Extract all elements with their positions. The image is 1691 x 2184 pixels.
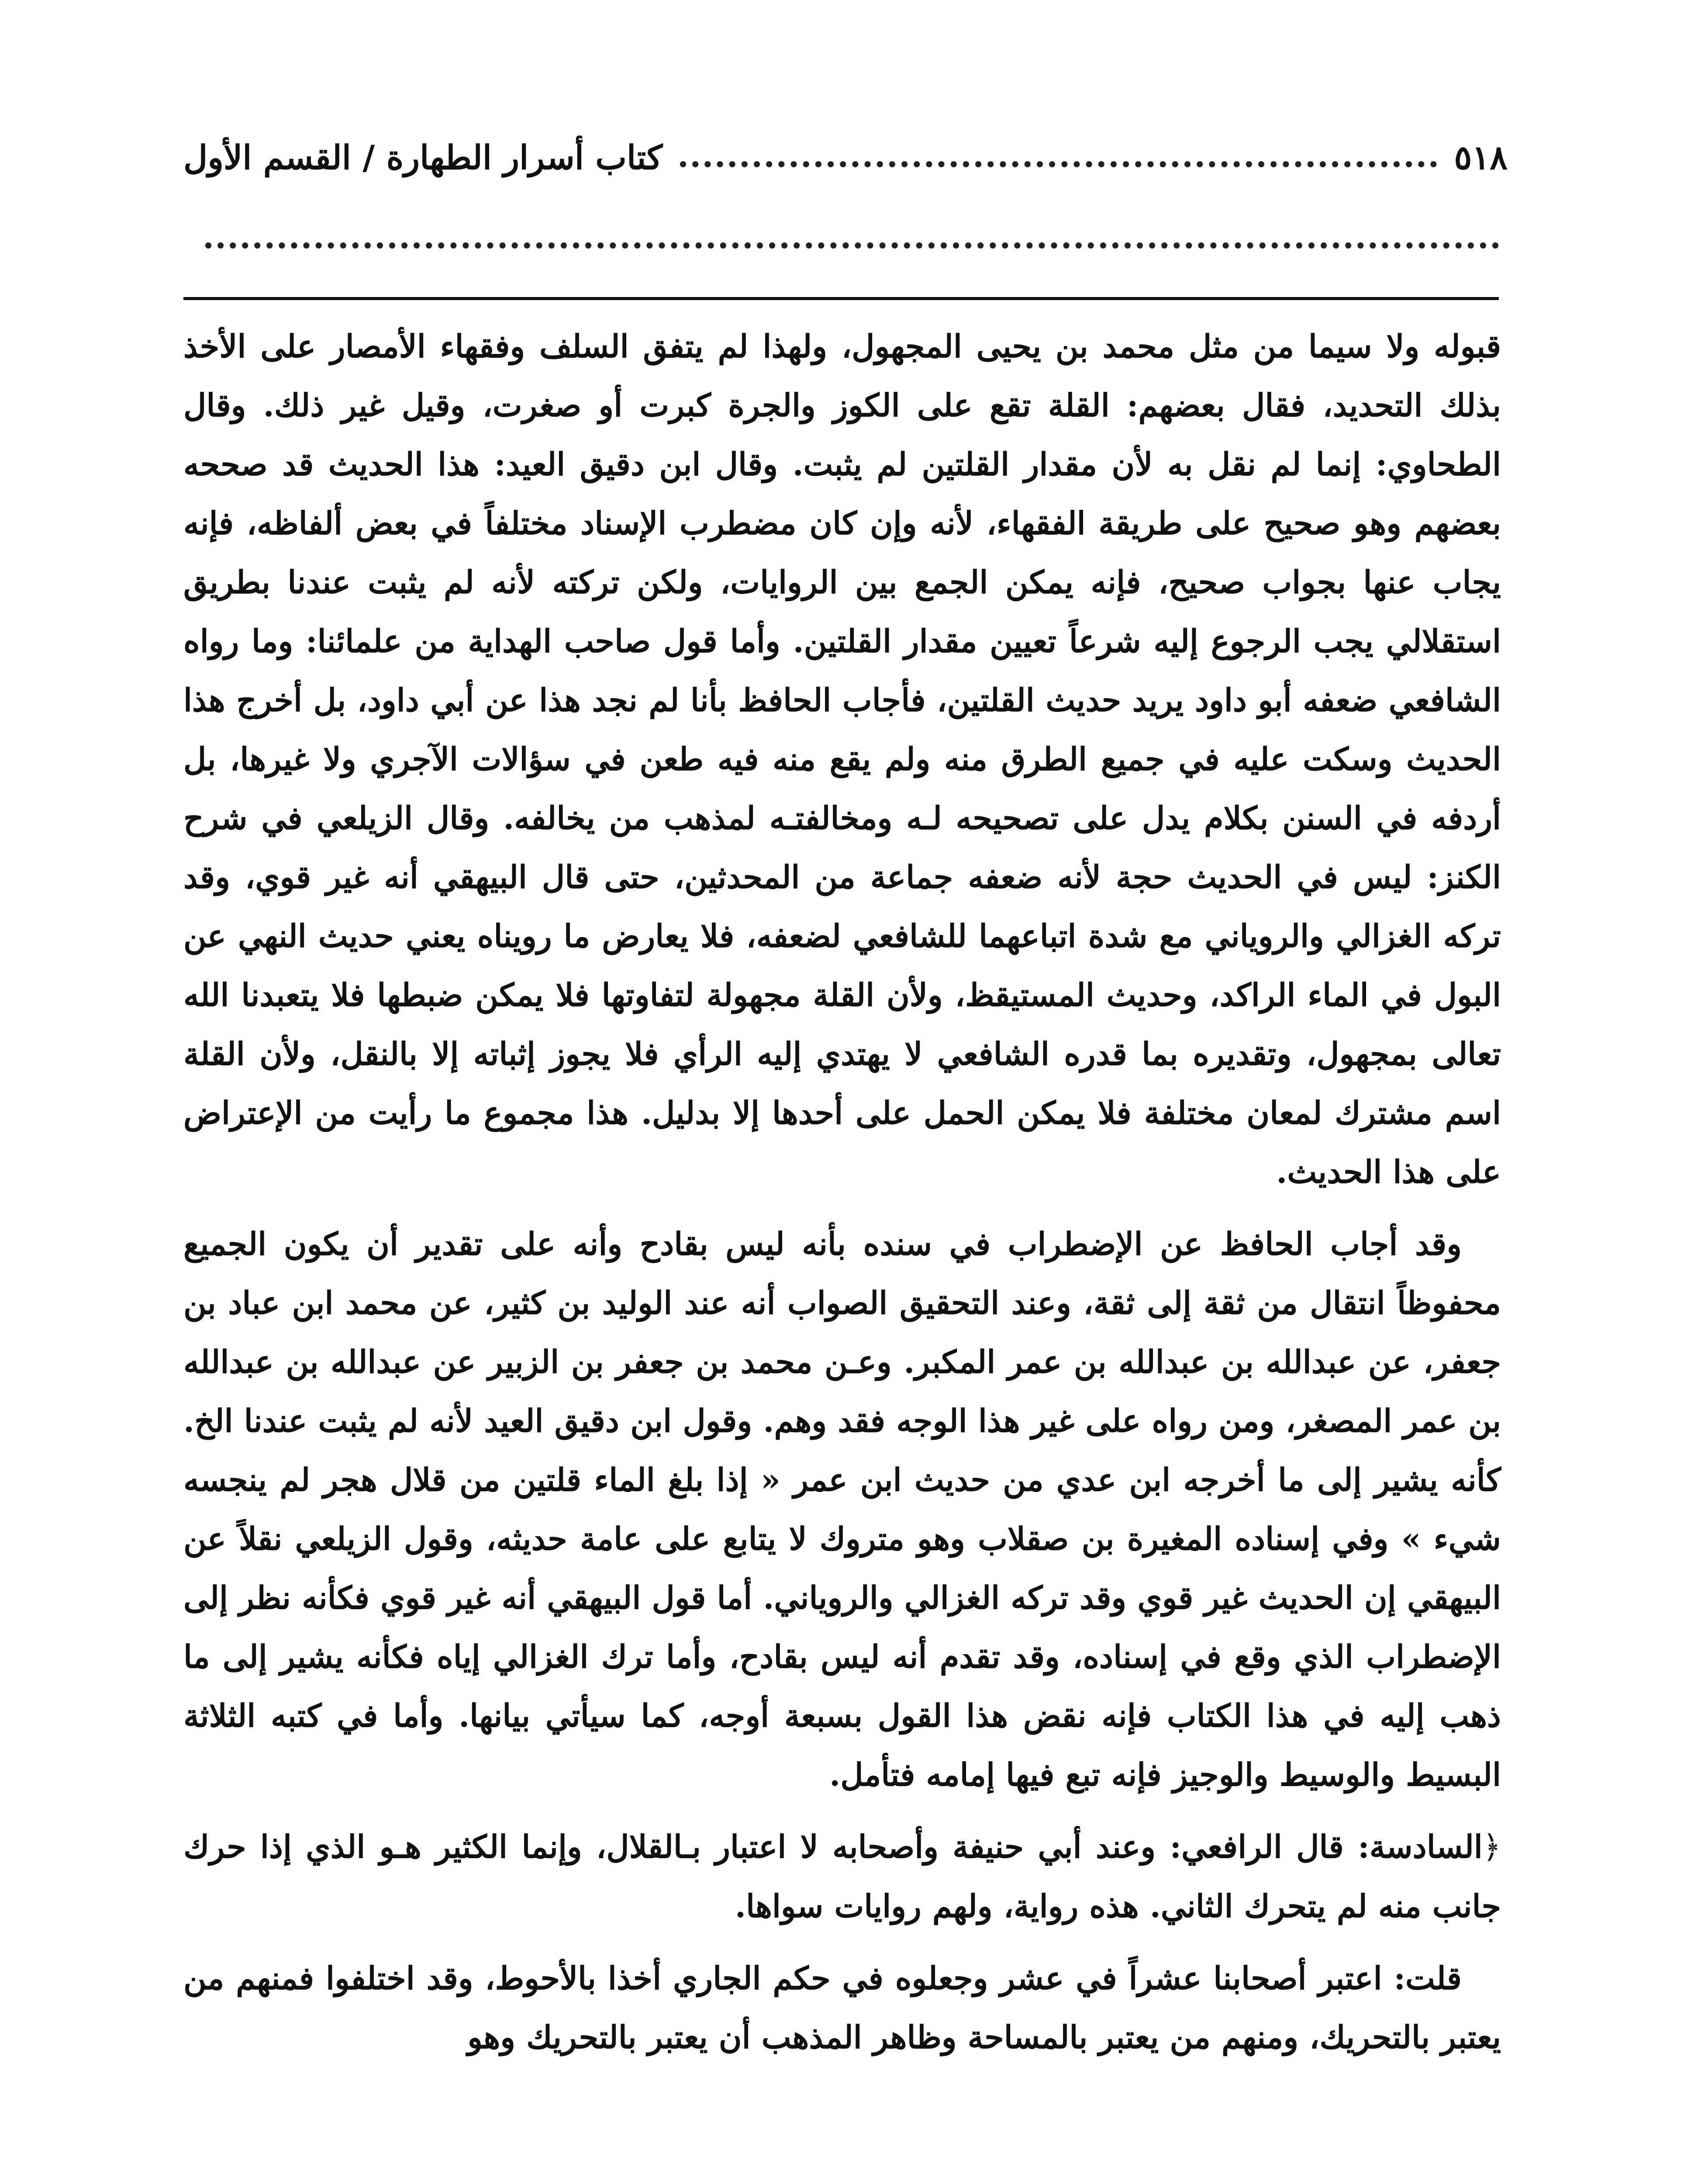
paragraph-hafiz-reply: وقد أجاب الحافظ عن الإضطراب في سنده بأنه ليس بقادح وأنه على تقدير أن يكون الجميع محفوظاً انتقال من ثقة إلى ثقة، وعند التحقيق الصواب أنه عند الوليد بن كثير، عن محمد ابن عباد بن جعفر، عن عبدالله بن عبدالله بن عمر المكبر. وعـن محمد بن جعفر بن الزبير عن عبدالله بن عبدالله بن عمر المصغر، ومن رواه على غير هذا الوجه فقد وهم. وقول ابن دقيق العيد لأنه لم يثبت عندنا الخ. كأنه يشير إلى ما أخرجه ابن عدي من حديث ابن عمر « إذا بلغ الماء قلتين من قلال هجر لم ينجسه شيء » وفي إسناده المغيرة بن صقلاب وهو متروك لا يتابع على عامة حديثه، وقول الزيلعي نقلاً عن البيهقي إن الحديث غير قوي وقد تركه الغزالي والروياني. أما قول البيهقي أنه غير قوي فكأنه نظر إلى الإضطراب الذي وقع في إسناده، وقد تقدم أنه ليس بقادح، وأما ترك الغزالي إياه فكأنه يشير إلى ما ذهب إليه في هذا الكتاب فإنه نقض هذا القول بسبعة أوجه، كما سيأتي بيانها. وأما في كتبه الثلاثة البسيط والوسيط والوجيز فإنه تبع فيها إمامه فتأمل. [183,1225,1501,1793]
section-marker: ﴿ [1482,1828,1501,1865]
paragraph-sixth-section [183,1817,1501,1935]
dotted-separator [205,242,1499,249]
page-body [183,317,1501,2067]
paragraph-continuation: قبوله ولا سيما من مثل محمد بن يحيى المجهول، ولهذا لم يتفق السلف وفقهاء الأمصار على الأخذ بذلك التحديد، فقال بعضهم: القلة تقع على الكوز والجرة كبرت أو صغرت، وقيل غير ذلك. وقال الطحاوي: إنما لم نقل به لأن مقدار القلتين لم يثبت. وقال ابن دقيق العيد: هذا الحديث قد صححه بعضهم وهو صحيح على طريقة الفقهاء، لأنه وإن كان مضطرب الإسناد مختلفاً في بعض ألفاظه، فإنه يجاب عنها بجواب صحيح، فإنه يمكن الجمع بين الروايات، ولكن تركته لأنه لم يثبت عندنا بطريق استقلالي يجب الرجوع إليه شرعاً تعيين مقدار القلتين. وأما قول صاحب الهداية من علمائنا: وما رواه الشافعي ضعفه أبو داود يريد حديث القلتين، فأجاب الحافظ بأنا لم نجد هذا عن أبي داود، بل أخرج هذا الحديث وسكت عليه في جميع الطرق منه ولم يقع منه فيه طعن في سؤالات الآجري ولا غيرها، بل أردفه في السنن بكلام يدل على تصحيحه لـه ومخالفتـه لمذهب من يخالفه. وقال الزيلعي في شرح الكنز: ليس في الحديث حجة لأنه ضعفه جماعة من المحدثين، حتى قال البيهقي أنه غير قوي، وقد تركه الغزالي والروياني مع شدة اتباعهما للشافعي لضعفه، فلا يعارض ما رويناه يعني حديث النهي عن البول في الماء الراكد، وحديث المستيقظ، ولأن القلة مجهولة لتفاوتها فلا يمكن ضبطها فلا يتعبدنا الله تعالى بمجهول، وتقديره بما قدره الشافعي لا يهتدي إليه الرأي فلا يجوز إثباته إلا بالنقل، ولأن القلة اسم مشترك لمعان مختلفة فلا يمكن الحمل على أحدها إلا بدليل. هذا مجموع ما رأيت من الإعتراض على هذا الحديث. [183,328,1501,1190]
section-text: قال الرافعي: وعند أبي حنيفة وأصحابه لا اعتبار بـالقلال، وإنما الكثير هـو الذي إذا حرك جانب منه لم يتحرك الثاني. هذه رواية، ولهم روايات سواها. [183,1828,1501,1925]
header-dot-leader [680,161,1436,167]
page-number: ٥١٨ [1454,138,1508,177]
paragraph-commentary: قلت: اعتبر أصحابنا عشراً في عشر وجعلوه في حكم الجاري أخذا بالأحوط، وقد اختلفوا فمنهم من يعتبر بالتحريك، ومنهم من يعتبر بالمساحة وظاهر المذهب أن يعتبر بالتحريك وهو [183,1959,1501,2056]
section-label: السادسة: [1358,1828,1483,1865]
running-title: كتاب أسرار الطهارة / القسم الأول [183,138,663,177]
header-rule [183,297,1499,300]
page-header [183,127,1508,188]
